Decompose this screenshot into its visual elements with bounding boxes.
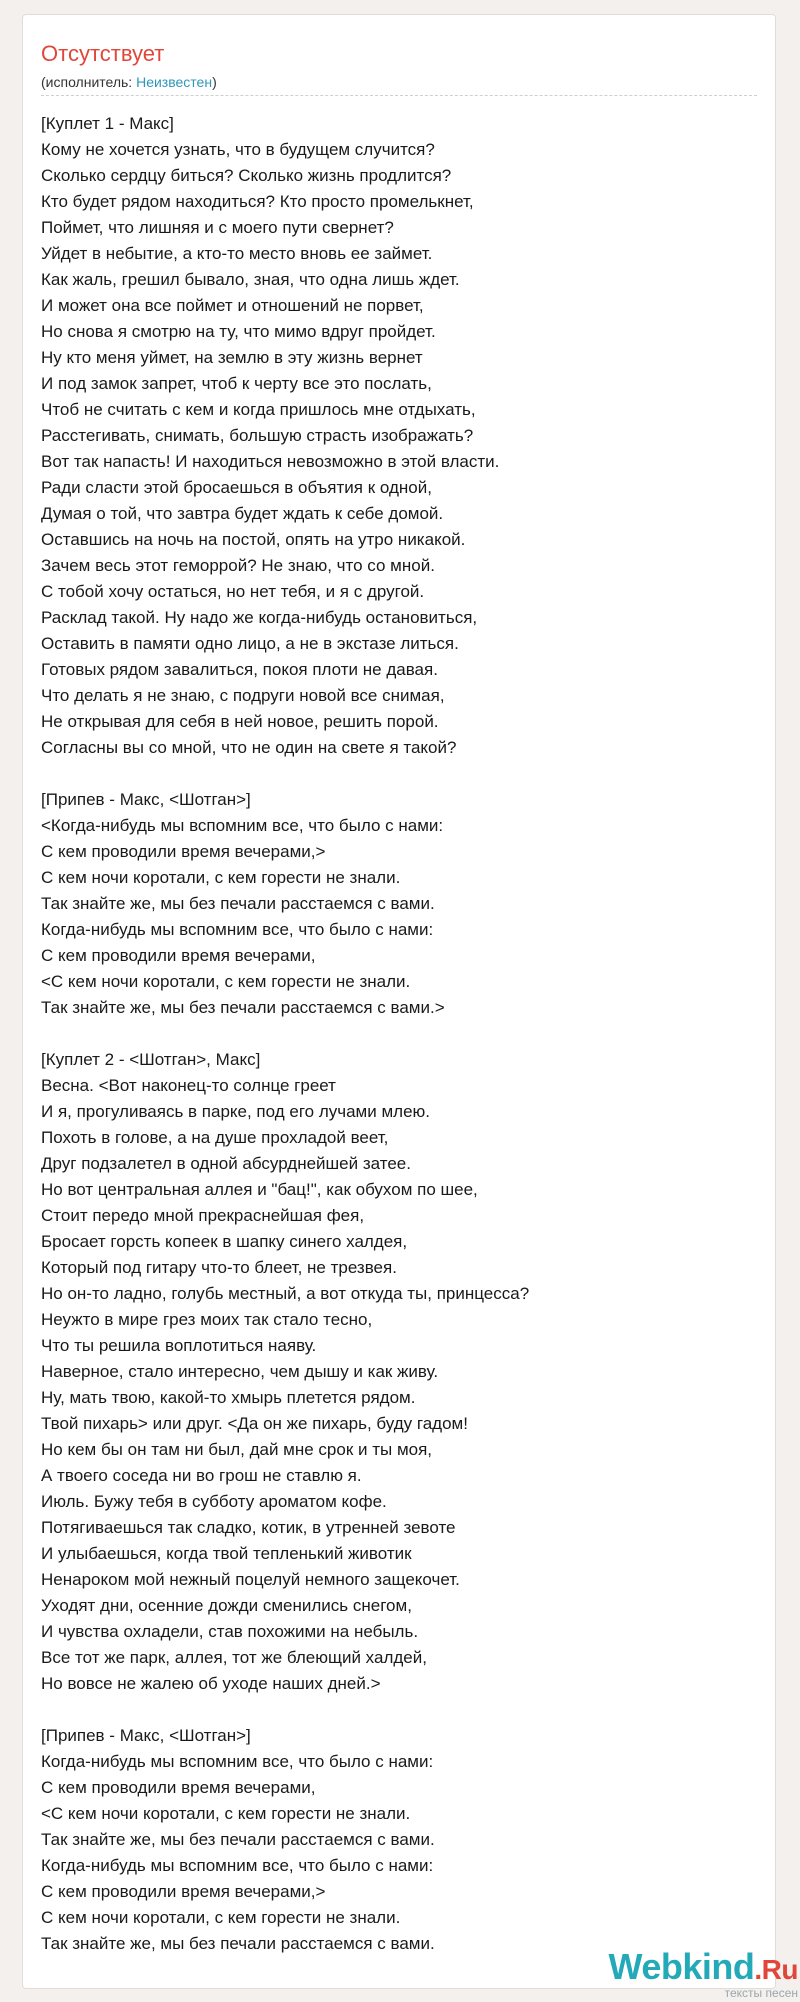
artist-line bbox=[41, 75, 217, 89]
header-divider bbox=[41, 95, 757, 96]
lyrics-card bbox=[22, 14, 798, 2000]
lyrics-text: [Куплет 1 - Макс] Кому не хочется узнать, что в будущем случится? Сколько сердцу биться? Сколько жизнь продлится? Кто будет рядом находиться? Кто просто промелькнет, Поймет, что лишняя и с моего пути свернет? Уйдет в небытие, а кто-то место вновь ее займет. Как жаль, грешил бывало, зная, что одна лишь ждет. И может она все поймет и отношений не порвет, Но снова я смотрю на ту, что мимо вдруг пройдет. Ну кто меня уймет, на землю в эту жизнь вернет И под замок запрет, чтоб к черту все это послать, Чтоб не считать с кем и когда пришлось мне отдыхать, Расстегивать, снимать, большую страсть изображать? Вот так напасть! И находиться невозможно в этой власти. Ради сласти этой бросаешься в объятия к одной, Думая о той, что завтра будет ждать к себе домой. Оставшись на ночь на постой, опять на утро никакой. Зачем весь этот геморрой? Не знаю, что со мной. С тобой хочу остаться, но нет тебя, и я с другой. Расклад такой. Ну надо же когда-нибудь остановиться, Оставить в памяти одно лицо, а не в экстазе литься. Готовых рядом завалиться, покоя плоти не давая. Что делать я не знаю, с подруги новой все снимая, Не открывая для себя в ней новое, решить порой. Согласны вы со мной, что не один на свете я такой? [Припев - Макс, <Шотган>] <Когда-нибудь мы вспомним все, что было с нами: С кем проводили время вечерами,> С кем ночи коротали, с кем горести не знали. Так знайте же, мы без печали расстаемся с вами. Когда-нибудь мы вспомним все, что было с нами: С кем проводили время вечерами, <С кем ночи коротали, с кем горести не знали. Так знайте же, мы без печали расстаемся с вами.> [Куплет 2 - <Шотган>, Макс] Весна. <Вот наконец-то солнце греет И я, прогуливаясь в парке, под его лучами млею. Похоть в голове, а на душе прохладой веет, Друг подзалетел в одной абсурднейшей затее. Но вот центральная аллея и "бац!", как обухом по шее, Стоит передо мной прекраснейшая фея, Бросает горсть копеек в шапку синего халдея, Который под гитару что-то блеет, не трезвея. Но он-то ладно, голубь местный, а вот откуда ты, принцесса? Неужто в мире грез моих так стало тесно, Что ты решила воплотиться наяву. Наверное, стало интересно, чем дышу и как живу. Ну, мать твою, какой-то хмырь плетется рядом. Твой пихарь> или друг. <Да он же пихарь, буду гадом! Но кем бы он там ни был, дай мне срок и ты моя, А твоего соседа ни во грош не ставлю я. Июль. Бужу тебя в субботу ароматом кофе. Потягиваешься так сладко, котик, в утренней зевоте И улыбаешься, когда твой тепленький животик Ненароком мой нежный поцелуй немного защекочет. Уходят дни, осенние дожди сменились снегом, И чувства охладели, став похожими на небыль. Все тот же парк, аллея, тот же блеющий халдей, Но вовсе не жалею об уходе наших дней.> [Припев - Макс, <Шотган>] Когда-нибудь мы вспомним все, что было с нами: С кем проводили время вечерами, <С кем ночи коротали, с кем горести не знали. Так знайте же, мы без печали расстаемся с вами. Когда-нибудь мы вспомним все, что было с нами: С кем проводили время вечерами,> С кем ночи коротали, с кем горести не знали. Так знайте же, мы без печали расстаемся с вами. bbox=[41, 114, 530, 1953]
artist-suffix: ) bbox=[212, 74, 217, 90]
logo-tagline: тексты песен bbox=[724, 1986, 798, 2000]
logo-brand: Webkind bbox=[608, 1946, 755, 1987]
site-logo[interactable] bbox=[583, 1946, 798, 2000]
logo-wordmark bbox=[608, 1946, 798, 1987]
song-title: Отсутствует bbox=[41, 41, 165, 66]
artist-prefix: (исполнитель: bbox=[41, 74, 137, 90]
artist-link[interactable]: Неизвестен bbox=[136, 74, 213, 90]
logo-tld: .Ru bbox=[754, 1954, 798, 1985]
